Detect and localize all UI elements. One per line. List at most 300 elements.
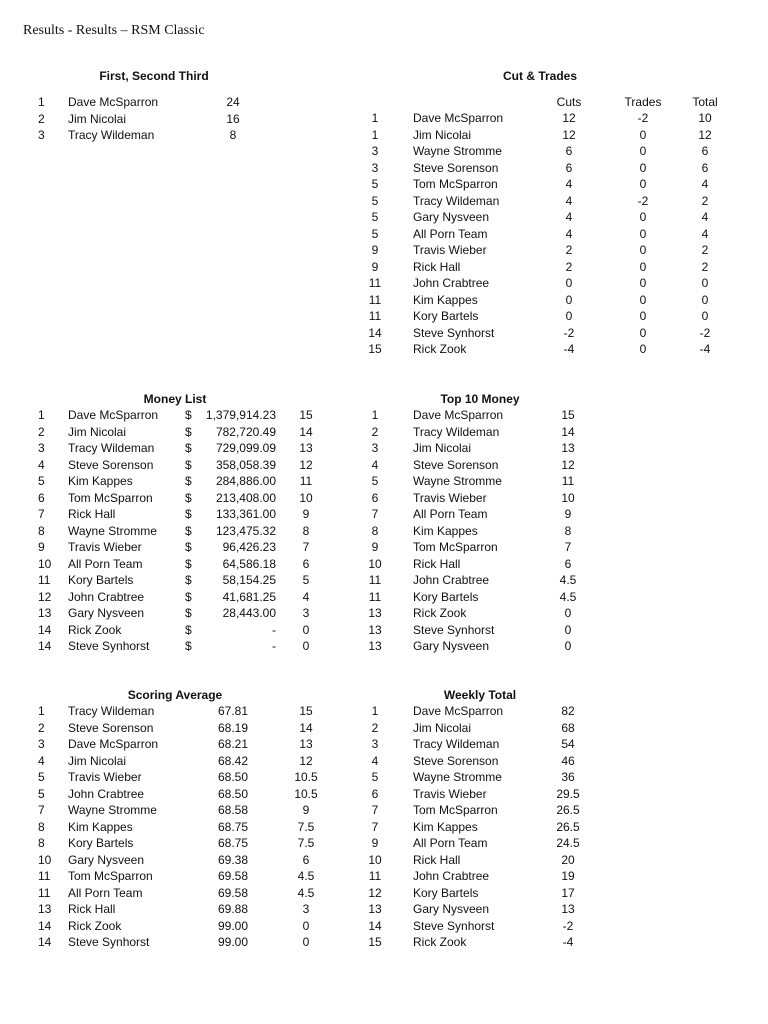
- rank-cell: 15: [368, 935, 382, 949]
- rank-cell: 3: [38, 441, 45, 455]
- cuts-cell: 12: [562, 111, 576, 125]
- value-cell: 8: [564, 523, 572, 538]
- name-cell: Tracy Wildeman: [413, 193, 500, 208]
- name-cell: Steve Synhorst: [413, 325, 495, 340]
- points-cell: 11: [299, 474, 313, 488]
- rank-cell: 1: [371, 408, 379, 422]
- rank-cell: 3: [371, 737, 379, 751]
- value-cell: 15: [561, 408, 575, 422]
- rank-cell: 10: [368, 852, 382, 867]
- rank-cell: 11: [368, 276, 382, 290]
- rank-cell: 8: [371, 523, 379, 538]
- points-cell: 3: [302, 606, 310, 620]
- points-cell: 0: [302, 639, 310, 653]
- name-cell: Rick Zook: [413, 606, 467, 620]
- rank-cell: 10: [38, 556, 52, 571]
- value-cell: 8: [229, 128, 237, 142]
- value-cell: 11: [561, 474, 575, 488]
- rank-cell: 4: [371, 753, 379, 768]
- value-cell: -2: [562, 918, 574, 933]
- rank-cell: 1: [38, 408, 45, 422]
- total-cell: 0: [701, 276, 709, 290]
- average-cell: 69.38: [217, 852, 249, 867]
- rank-cell: 11: [38, 573, 51, 587]
- name-cell: Travis Wieber: [68, 540, 142, 554]
- points-cell: 0: [302, 935, 310, 949]
- rank-cell: 5: [38, 786, 45, 801]
- name-cell: Travis Wieber: [413, 490, 487, 505]
- rank-cell: 10: [38, 852, 52, 867]
- total-cell: 0: [701, 309, 709, 323]
- rank-cell: 5: [371, 210, 379, 224]
- total-cell: 12: [698, 127, 712, 142]
- name-cell: Jim Nicolai: [68, 424, 127, 439]
- points-cell: 7.5: [297, 836, 315, 850]
- cuts-cell: 4: [565, 210, 573, 224]
- rank-cell: 1: [38, 95, 45, 109]
- trades-cell: 0: [639, 292, 647, 307]
- value-cell: 4.5: [559, 573, 577, 587]
- rank-cell: 13: [368, 622, 382, 637]
- average-cell: 99.00: [217, 935, 249, 949]
- rank-cell: 4: [38, 457, 45, 472]
- points-cell: 7: [302, 540, 310, 554]
- value-cell: 6: [564, 556, 572, 571]
- currency-cell: $: [185, 424, 192, 439]
- name-cell: Jim Nicolai: [413, 720, 472, 735]
- trades-cell: 0: [639, 259, 647, 274]
- cuts-cell: -2: [563, 325, 575, 340]
- cuts-cell: 0: [565, 276, 573, 290]
- cuts-cell: 4: [565, 226, 573, 241]
- name-cell: Wayne Stromme: [413, 770, 502, 784]
- trades-cell: 0: [639, 309, 647, 323]
- name-cell: Steve Sorenson: [413, 753, 499, 768]
- average-cell: 68.75: [217, 836, 249, 850]
- currency-cell: $: [185, 457, 192, 472]
- trades-cell: 0: [639, 160, 647, 175]
- points-cell: 4: [302, 589, 310, 604]
- name-cell: John Crabtree: [413, 573, 490, 587]
- value-cell: 20: [561, 852, 575, 867]
- rank-cell: 2: [371, 424, 379, 439]
- rank-cell: 4: [38, 753, 45, 768]
- rank-cell: 5: [371, 226, 379, 241]
- name-cell: Tracy Wildeman: [68, 128, 155, 142]
- rank-cell: 13: [368, 902, 382, 916]
- currency-cell: $: [185, 622, 192, 637]
- name-cell: Kim Kappes: [68, 474, 133, 488]
- rank-cell: 14: [38, 622, 52, 637]
- total-cell: 4: [701, 210, 709, 224]
- section-title: Scoring Average: [127, 688, 223, 702]
- value-cell: 54: [561, 737, 575, 751]
- name-cell: Kory Bartels: [68, 573, 134, 587]
- points-cell: 10.5: [294, 770, 318, 784]
- amount-cell: -: [272, 622, 276, 637]
- name-cell: Steve Synhorst: [68, 639, 150, 653]
- points-cell: 14: [299, 720, 313, 735]
- trades-cell: 0: [639, 342, 647, 356]
- average-cell: 67.81: [217, 704, 249, 718]
- value-cell: 4.5: [559, 589, 577, 604]
- total-cell: 10: [698, 111, 712, 125]
- rank-cell: 6: [38, 490, 45, 505]
- value-cell: 16: [226, 111, 240, 126]
- rank-cell: 3: [371, 160, 379, 175]
- value-cell: 17: [561, 885, 575, 900]
- name-cell: Wayne Stromme: [68, 803, 157, 817]
- name-cell: Gary Nysveen: [68, 606, 145, 620]
- name-cell: Jim Nicolai: [68, 111, 127, 126]
- rank-cell: 1: [38, 704, 45, 718]
- amount-cell: 358,058.39: [215, 457, 276, 472]
- name-cell: John Crabtree: [413, 869, 490, 883]
- currency-cell: $: [185, 606, 192, 620]
- average-cell: 68.19: [217, 720, 249, 735]
- rank-cell: 7: [38, 507, 45, 521]
- total-cell: 6: [701, 160, 709, 175]
- value-cell: 26.5: [556, 819, 580, 834]
- name-cell: Steve Sorenson: [413, 457, 499, 472]
- name-cell: Travis Wieber: [413, 786, 487, 801]
- rank-cell: 7: [371, 507, 379, 521]
- value-cell: 46: [561, 753, 575, 768]
- name-cell: All Porn Team: [68, 556, 143, 571]
- name-cell: Rick Zook: [68, 622, 122, 637]
- value-cell: 24: [226, 95, 240, 109]
- name-cell: Dave McSparron: [413, 111, 504, 125]
- total-cell: 0: [701, 292, 709, 307]
- rank-cell: 11: [368, 573, 382, 587]
- rank-cell: 9: [371, 540, 379, 554]
- rank-cell: 6: [371, 786, 379, 801]
- name-cell: Kim Kappes: [413, 819, 478, 834]
- name-cell: All Porn Team: [68, 885, 143, 900]
- name-cell: Jim Nicolai: [68, 753, 127, 768]
- rank-cell: 13: [368, 639, 382, 653]
- name-cell: Rick Hall: [413, 556, 461, 571]
- average-cell: 69.88: [217, 902, 249, 916]
- points-cell: 14: [299, 424, 313, 439]
- rank-cell: 5: [371, 474, 379, 488]
- name-cell: Tracy Wildeman: [413, 737, 500, 751]
- trades-cell: 0: [639, 177, 647, 191]
- name-cell: Rick Zook: [68, 918, 122, 933]
- rank-cell: 8: [38, 836, 45, 850]
- points-cell: 15: [299, 704, 313, 718]
- name-cell: Kim Kappes: [413, 292, 478, 307]
- cuts-cell: 2: [565, 259, 573, 274]
- trades-cell: 0: [639, 226, 647, 241]
- name-cell: Rick Zook: [413, 342, 467, 356]
- name-cell: Gary Nysveen: [413, 902, 490, 916]
- average-cell: 69.58: [217, 869, 249, 883]
- name-cell: Dave McSparron: [68, 737, 159, 751]
- currency-cell: $: [185, 441, 192, 455]
- total-cell: 6: [701, 144, 709, 158]
- rank-cell: 11: [368, 292, 382, 307]
- points-cell: 15: [299, 408, 313, 422]
- name-cell: Travis Wieber: [413, 243, 487, 257]
- name-cell: John Crabtree: [68, 786, 145, 801]
- average-cell: 99.00: [217, 918, 249, 933]
- average-cell: 68.58: [217, 803, 249, 817]
- value-cell: 12: [561, 457, 575, 472]
- section-title: Cut & Trades: [502, 69, 578, 83]
- name-cell: Travis Wieber: [68, 770, 142, 784]
- name-cell: Kim Kappes: [413, 523, 478, 538]
- value-cell: 13: [561, 902, 575, 916]
- total-cell: -2: [699, 325, 711, 340]
- average-cell: 68.42: [217, 753, 249, 768]
- value-cell: 9: [564, 507, 572, 521]
- total-cell: 2: [701, 259, 709, 274]
- amount-cell: 64,586.18: [222, 556, 276, 571]
- rank-cell: 14: [38, 639, 52, 653]
- rank-cell: 6: [371, 490, 379, 505]
- currency-cell: $: [185, 556, 192, 571]
- amount-cell: 284,886.00: [215, 474, 276, 488]
- trades-cell: 0: [639, 276, 647, 290]
- cuts-cell: 4: [565, 177, 573, 191]
- rank-cell: 5: [38, 474, 45, 488]
- value-cell: 68: [561, 720, 575, 735]
- document-title: Results - Results – RSM Classic: [23, 23, 205, 38]
- trades-cell: -2: [637, 111, 649, 125]
- rank-cell: 9: [371, 243, 379, 257]
- value-cell: 19: [561, 869, 575, 883]
- trades-cell: 0: [639, 210, 647, 224]
- total-cell: 4: [701, 177, 709, 191]
- name-cell: Steve Sorenson: [68, 720, 154, 735]
- name-cell: Rick Hall: [68, 507, 116, 521]
- value-cell: 0: [564, 606, 572, 620]
- points-cell: 10.5: [294, 786, 318, 801]
- points-cell: 0: [302, 622, 310, 637]
- value-cell: -4: [562, 935, 574, 949]
- rank-cell: 14: [38, 918, 52, 933]
- rank-cell: 5: [371, 770, 379, 784]
- value-cell: 14: [561, 424, 575, 439]
- name-cell: Tom McSparron: [68, 490, 153, 505]
- name-cell: Kory Bartels: [413, 309, 479, 323]
- cuts-cell: 0: [565, 292, 573, 307]
- rank-cell: 14: [38, 935, 52, 949]
- rank-cell: 5: [371, 193, 379, 208]
- amount-cell: 213,408.00: [215, 490, 276, 505]
- trades-cell: 0: [639, 243, 647, 257]
- rank-cell: 2: [371, 720, 379, 735]
- name-cell: Kory Bartels: [413, 885, 479, 900]
- rank-cell: 13: [38, 606, 52, 620]
- rank-cell: 14: [368, 325, 382, 340]
- rank-cell: 7: [371, 819, 379, 834]
- section-title: Money List: [143, 392, 207, 406]
- name-cell: Jim Nicolai: [413, 441, 472, 455]
- cuts-cell: 6: [565, 160, 573, 175]
- value-cell: 13: [561, 441, 575, 455]
- name-cell: Wayne Stromme: [68, 523, 157, 538]
- cuts-cell: 4: [565, 193, 573, 208]
- rank-cell: 11: [38, 885, 51, 900]
- rank-cell: 11: [368, 589, 382, 604]
- name-cell: Kim Kappes: [68, 819, 133, 834]
- name-cell: Gary Nysveen: [413, 639, 490, 653]
- value-cell: 0: [564, 622, 572, 637]
- name-cell: Steve Synhorst: [413, 622, 495, 637]
- amount-cell: 58,154.25: [222, 573, 276, 587]
- name-cell: All Porn Team: [413, 836, 488, 850]
- average-cell: 68.50: [217, 770, 249, 784]
- rank-cell: 11: [368, 869, 382, 883]
- name-cell: Dave McSparron: [68, 408, 159, 422]
- amount-cell: 41,681.25: [222, 589, 276, 604]
- rank-cell: 1: [371, 704, 379, 718]
- name-cell: Rick Zook: [413, 935, 467, 949]
- name-cell: Kory Bartels: [413, 589, 479, 604]
- name-cell: Wayne Stromme: [413, 474, 502, 488]
- points-cell: 0: [302, 918, 310, 933]
- rank-cell: 2: [38, 424, 45, 439]
- amount-cell: -: [272, 639, 276, 653]
- currency-cell: $: [185, 408, 192, 422]
- rank-cell: 9: [371, 259, 379, 274]
- cuts-header: Cuts: [556, 95, 582, 109]
- cuts-cell: 6: [565, 144, 573, 158]
- value-cell: 26.5: [556, 803, 580, 817]
- points-cell: 13: [299, 737, 313, 751]
- points-cell: 4.5: [297, 885, 315, 900]
- trades-cell: 0: [639, 144, 647, 158]
- name-cell: Tom McSparron: [68, 869, 153, 883]
- total-header: Total: [692, 95, 718, 109]
- section-title: Top 10 Money: [440, 392, 520, 406]
- section-title: Weekly Total: [443, 688, 517, 702]
- rank-cell: 7: [371, 803, 379, 817]
- points-cell: 6: [302, 852, 310, 867]
- rank-cell: 8: [38, 819, 45, 834]
- amount-cell: 96,426.23: [222, 540, 276, 554]
- value-cell: 10: [561, 490, 575, 505]
- currency-cell: $: [185, 639, 192, 653]
- name-cell: All Porn Team: [413, 507, 488, 521]
- rank-cell: 3: [371, 441, 379, 455]
- amount-cell: 28,443.00: [222, 606, 276, 620]
- name-cell: Tracy Wildeman: [413, 424, 500, 439]
- currency-cell: $: [185, 573, 192, 587]
- name-cell: Gary Nysveen: [413, 210, 490, 224]
- name-cell: Steve Synhorst: [413, 918, 495, 933]
- currency-cell: $: [185, 474, 192, 488]
- rank-cell: 1: [371, 127, 379, 142]
- cuts-cell: 2: [565, 243, 573, 257]
- points-cell: 5: [302, 573, 310, 587]
- rank-cell: 8: [38, 523, 45, 538]
- points-cell: 10: [299, 490, 313, 505]
- currency-cell: $: [185, 523, 192, 538]
- rank-cell: 2: [38, 720, 45, 735]
- points-cell: 13: [299, 441, 313, 455]
- average-cell: 68.75: [217, 819, 249, 834]
- average-cell: 69.58: [217, 885, 249, 900]
- rank-cell: 3: [38, 128, 45, 142]
- name-cell: Tom McSparron: [413, 540, 498, 554]
- name-cell: John Crabtree: [413, 276, 490, 290]
- currency-cell: $: [185, 507, 192, 521]
- value-cell: 0: [564, 639, 572, 653]
- trades-header: Trades: [624, 95, 662, 109]
- trades-cell: -2: [637, 193, 649, 208]
- rank-cell: 3: [371, 144, 379, 158]
- currency-cell: $: [185, 540, 192, 554]
- name-cell: Steve Sorenson: [68, 457, 154, 472]
- trades-cell: 0: [639, 127, 647, 142]
- rank-cell: 13: [368, 606, 382, 620]
- name-cell: Gary Nysveen: [68, 852, 145, 867]
- average-cell: 68.50: [217, 786, 249, 801]
- points-cell: 9: [302, 507, 310, 521]
- points-cell: 7.5: [297, 819, 315, 834]
- value-cell: 29.5: [556, 786, 580, 801]
- rank-cell: 12: [368, 885, 382, 900]
- rank-cell: 11: [368, 309, 382, 323]
- points-cell: 3: [302, 902, 310, 916]
- amount-cell: 729,099.09: [215, 441, 276, 455]
- name-cell: Dave McSparron: [413, 704, 504, 718]
- rank-cell: 14: [368, 918, 382, 933]
- rank-cell: 13: [38, 902, 52, 916]
- currency-cell: $: [185, 490, 192, 505]
- rank-cell: 5: [371, 177, 379, 191]
- average-cell: 68.21: [217, 737, 249, 751]
- rank-cell: 2: [38, 111, 45, 126]
- name-cell: All Porn Team: [413, 226, 488, 241]
- total-cell: 4: [701, 226, 709, 241]
- name-cell: Rick Hall: [413, 852, 461, 867]
- value-cell: 82: [561, 704, 575, 718]
- name-cell: John Crabtree: [68, 589, 145, 604]
- total-cell: -4: [699, 342, 711, 356]
- points-cell: 12: [299, 457, 313, 472]
- points-cell: 12: [299, 753, 313, 768]
- rank-cell: 5: [38, 770, 45, 784]
- name-cell: Tracy Wildeman: [68, 704, 155, 718]
- cuts-cell: 12: [562, 127, 576, 142]
- trades-cell: 0: [639, 325, 647, 340]
- name-cell: Tom McSparron: [413, 803, 498, 817]
- cuts-cell: -4: [563, 342, 575, 356]
- rank-cell: 7: [38, 803, 45, 817]
- name-cell: Steve Sorenson: [413, 160, 499, 175]
- name-cell: Steve Synhorst: [68, 935, 150, 949]
- name-cell: Dave McSparron: [68, 95, 159, 109]
- points-cell: 6: [302, 556, 310, 571]
- amount-cell: 782,720.49: [215, 424, 276, 439]
- rank-cell: 11: [38, 869, 51, 883]
- points-cell: 4.5: [297, 869, 315, 883]
- rank-cell: 9: [38, 540, 45, 554]
- rank-cell: 15: [368, 342, 382, 356]
- amount-cell: 1,379,914.23: [205, 408, 276, 422]
- name-cell: Dave McSparron: [413, 408, 504, 422]
- rank-cell: 10: [368, 556, 382, 571]
- value-cell: 24.5: [556, 836, 580, 850]
- rank-cell: 1: [371, 111, 379, 125]
- points-cell: 8: [302, 523, 310, 538]
- name-cell: Tracy Wildeman: [68, 441, 155, 455]
- points-cell: 9: [302, 803, 310, 817]
